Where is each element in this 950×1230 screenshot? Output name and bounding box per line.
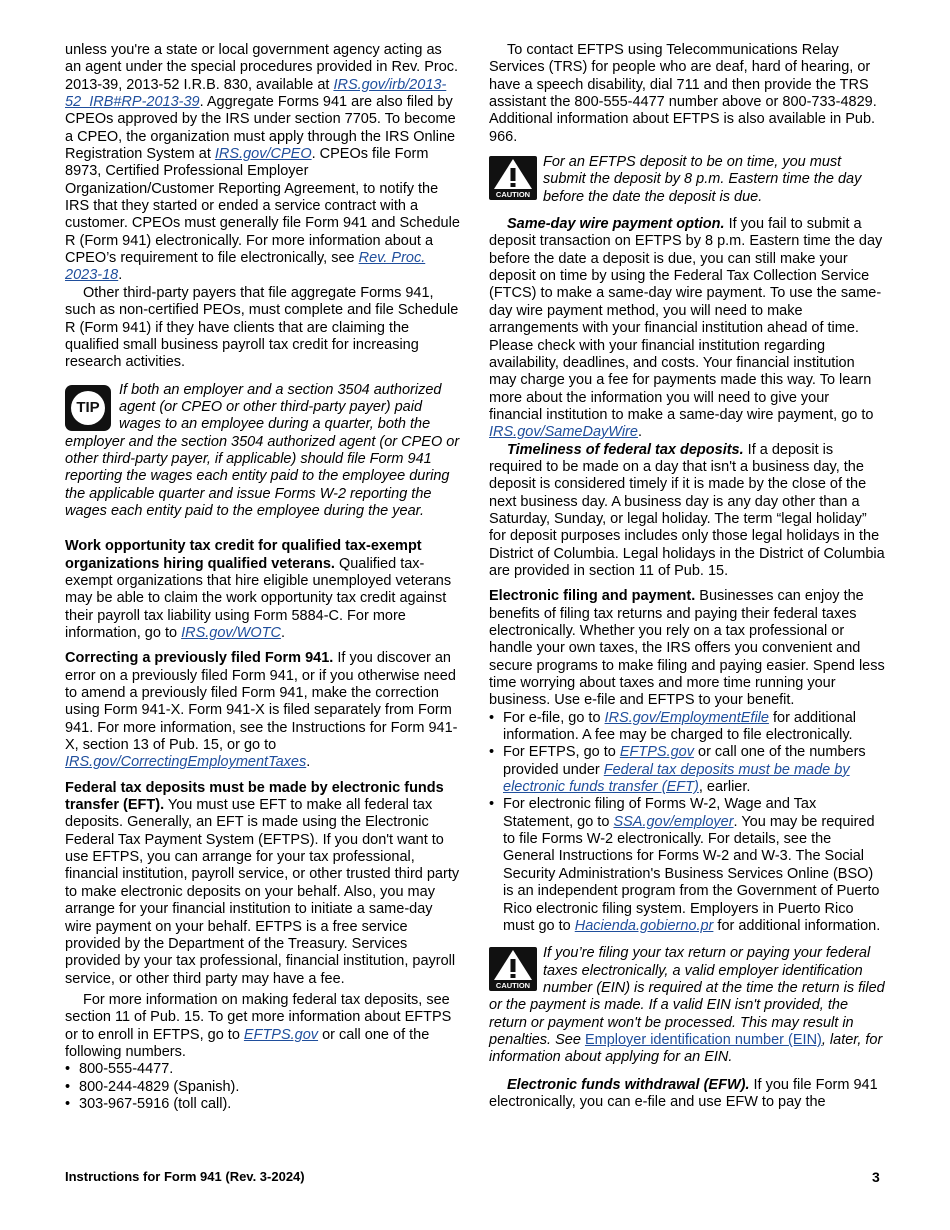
paragraph-electronic-filing: Electronic filing and payment. Businesses can enjoy the benefits of filing tax returns and paying their federal taxes electronically. Whether you rely on a tax professional or handle your own taxes, the IRS offers you convenient and secure programs to make filing and paying easier. Spend less time worrying about taxes and more time running your business. Use e-file and EFTPS to your benefit. [489,588,885,709]
bullet-icon: • [65,1061,71,1078]
paragraph-aggregate-forms: unless you're a state or local government agency acting as an agent under the special procedures provided in Rev. Proc. 2013-39, 2013-52 I.R.B. 830, available at IRS.gov/irb/2013-52_IRB#RP-2013-39. Aggregate Forms 941 are also filed by CPEOs approved by the IRS under section 7705. To become a CPEO, the organization must apply through the IRS Online Registration System at IRS.gov/CPEO. CPEOs file Form 8973, Certified Professional Employer Organization/Customer Reporting Agreement, to notify the IRS that they started or ended a service contract with a customer. CPEOs must generally file Form 941 and Schedule R (Form 941) electronically. For more information about a CPEO’s requirement to file electronically, see Rev. Proc. 2023-18. [65,42,460,284]
heading-correcting: Correcting a previously filed Form 941. [65,650,334,667]
tip-text: If both an employer and a section 3504 authorized agent (or CPEO or other third-party payer) paid wages to an employee during a quarter, both the employer and the section 3504 authorized agent (or CPEO or other third-party payer, if applicable) should file Form 941 reporting the wages each entity paid to the employee during the applicable quarter and issue Forms W-2 reporting the wages each entity paid to the employee during the year. [65,381,460,519]
caution-text-ein: If you’re filing your tax return or paying your federal taxes electronically, a valid employer identification number (EIN) is required at the time the return is filed or the payment is made. If a valid EIN isn't provided, the return or payment won't be processed. This may result in penalties. See Employer identification number (EIN), later, for information about applying for an EIN. [489,945,885,1066]
left-column [65,42,461,1113]
caution-icon [489,947,537,991]
paragraph-same-day-wire: Same-day wire payment option. If you fail to submit a deposit transaction on EFTPS by 8 p.m. Eastern time the day before the date a deposit is due, you can still make your deposit on time by using the Federal Tax Collection Service (FTCS) to make a same-day wire payment. To use the same-day wire payment method, you will need to make arrangements with your financial institution ahead of time. Please check with your financial institution regarding availability, deadlines, and costs. Your financial institution may charge you a fee for payments made this way. To learn more about the information you will need to give your financial institution to make a same-day wire payment, go to IRS.gov/SameDayWire. [489,216,883,441]
tip-icon: TIP [65,385,111,431]
caution-text-eftps: For an EFTPS deposit to be on time, you must submit the deposit by 8 p.m. Eastern time the day before the date the deposit is due. [543,154,862,205]
paragraph-third-party-payers: Other third-party payers that file aggregate Forms 941, such as non-certified PEOs, must complete and file Schedule R (Form 941) if they have clients that are claiming the qualified small business payroll tax credit for increasing research activities. [65,284,459,371]
heading-eft: Federal tax deposits must be made by electronic funds transfer (EFT). [65,779,444,814]
bullet-icon: • [489,709,495,726]
link-same-day-wire[interactable]: IRS.gov/SameDayWire [489,424,638,441]
paragraph-timeliness: Timeliness of federal tax deposits. If a deposit is required to be made on a day that isn't a business day, the deposit is considered timely if it is made by the close of the next business day. A business day is any day other than a Saturday, Sunday, or legal holiday. The term “legal holiday” for deposit purposes includes only those legal holidays in the District of Columbia. Legal holidays in the District of Columbia are provided in section 11 of Pub. 15. [489,441,885,579]
bullet-icon: • [489,796,495,813]
list-item-efile: • For e-file, go to IRS.gov/EmploymentEfile for additional information. A fee may be charged to file electronically. [489,709,857,744]
svg-text:CAUTION: CAUTION [495,981,531,991]
link-irs-wotc[interactable]: IRS.gov/WOTC [181,625,281,641]
bullet-icon: • [65,1078,71,1095]
heading-timeliness: Timeliness of federal tax deposits. [507,441,744,458]
heading-electronic-filing: Electronic filing and payment. [489,588,696,605]
link-eftps[interactable]: EFTPS.gov [243,1026,319,1043]
list-item-eftps: • For EFTPS, go to EFTPS.gov or call one of the numbers provided under Federal tax deposits must be made by electronic funds transfer (EFT), earlier. [489,744,866,796]
heading-wotc: Work opportunity tax credit for qualified tax-exempt organizations hiring qualified veterans. [65,538,422,572]
link-eftps-gov[interactable]: EFTPS.gov [619,744,694,761]
bullet-icon: • [489,744,495,761]
right-column [489,42,885,1111]
footer-title: Instructions for Form 941 (Rev. 3-2024) [65,1169,305,1184]
caution-note-eftps [489,154,885,206]
paragraph-efw: Electronic funds withdrawal (EFW). If you file Form 941 electronically, you can e-file and use EFW to pay the [489,1076,878,1110]
link-irs-cpeo[interactable]: IRS.gov/CPEO [214,146,312,163]
list-item-phone: • 800-555-4477. [65,1061,174,1078]
svg-text:CAUTION: CAUTION [495,190,531,200]
link-correcting-employment-taxes[interactable]: IRS.gov/CorrectingEmploymentTaxes [65,754,307,771]
list-item-phone: • 800-244-4829 (Spanish). [65,1078,240,1095]
paragraph-more-info: For more information on making federal tax deposits, see section 11 of Pub. 15. To get more information about EFTPS or to enroll in EFTPS, go to EFTPS.gov or call one of the following numbers. [65,991,452,1060]
paragraph-correcting: Correcting a previously filed Form 941. If you discover an error on a previously filed Form 941, or if you otherwise need to amend a previously filed Form 941, make the correction using Form 941-X. Form 941-X is filed separately from Form 941. For more information, see the Instructions for Form 941-X, section 13 of Pub. 15, or go to IRS.gov/CorrectingEmploymentTaxes. [65,650,458,771]
heading-same-day-wire: Same-day wire payment option. [507,216,725,233]
link-ssa-employer[interactable]: SSA.gov/employer [613,813,734,830]
link-rev-proc-2023-18[interactable]: Rev. Proc. 2023-18 [65,250,426,284]
link-federal-tax-deposits-eft[interactable]: Federal tax deposits must be made by electronic funds transfer (EFT) [503,761,850,796]
tip-note [65,382,461,521]
link-rev-proc-2013-39[interactable]: IRS.gov/irb/2013-52_IRB#RP-2013-39 [65,76,447,111]
link-employment-efile[interactable]: IRS.gov/EmploymentEfile [604,709,769,726]
list-item-w2: • For electronic filing of Forms W-2, Wage and Tax Statement, go to SSA.gov/employer. You may be required to file Forms W-2 electronically. For details, see the General Instructions for Forms W-2 and W-3. The Social Security Administration's Business Services Online (BSO) is an independent program from the Government of Puerto Rico electronic filing system. Employers in Puerto Rico must go to Hacienda.gobierno.pr for additional information. [489,796,881,934]
paragraph-trs: To contact EFTPS using Telecommunications Relay Services (TRS) for people who are deaf, hard of hearing, or have a speech disability, dial 711 and then provide the TRS assistant the 800-555-4477 number above or 800-733-4829. Additional information about EFTPS is also available in Pub. 966. [489,42,877,145]
link-hacienda[interactable]: Hacienda.gobierno.pr [574,917,714,934]
bullet-icon: • [65,1095,71,1112]
list-item-phone: • 303-967-5916 (toll call). [65,1095,232,1112]
caution-note-ein [489,945,885,1066]
caution-icon [489,156,537,200]
page-number: 3 [872,1169,880,1185]
heading-efw: Electronic funds withdrawal (EFW). [507,1076,750,1093]
paragraph-wotc: Work opportunity tax credit for qualified tax-exempt organizations hiring qualified veterans. Qualified tax-exempt organizations that hire eligible unemployed veterans may be able to claim the work opportunity tax credit against their payroll tax liability using Form 5884-C. For more information, go to IRS.gov/WOTC. [65,538,452,641]
paragraph-eft: Federal tax deposits must be made by electronic funds transfer (EFT). You must use EFT to make all federal tax deposits. Generally, an EFT is made using the Electronic Federal Tax Payment System (EFTPS). If you don't want to use EFTPS, you can arrange for your tax professional, financial institution, payroll service, or other trusted third party to make electronic deposits on your behalf. Also, you may arrange for your financial institution to initiate a same-day wire payment on your behalf. EFTPS is a free service provided by the Department of the Treasury. Services provided by your tax professional, financial institution, payroll service, or other third party may have a fee. [65,779,460,987]
link-employer-identification-number[interactable]: Employer identification number (EIN) [584,1031,822,1048]
